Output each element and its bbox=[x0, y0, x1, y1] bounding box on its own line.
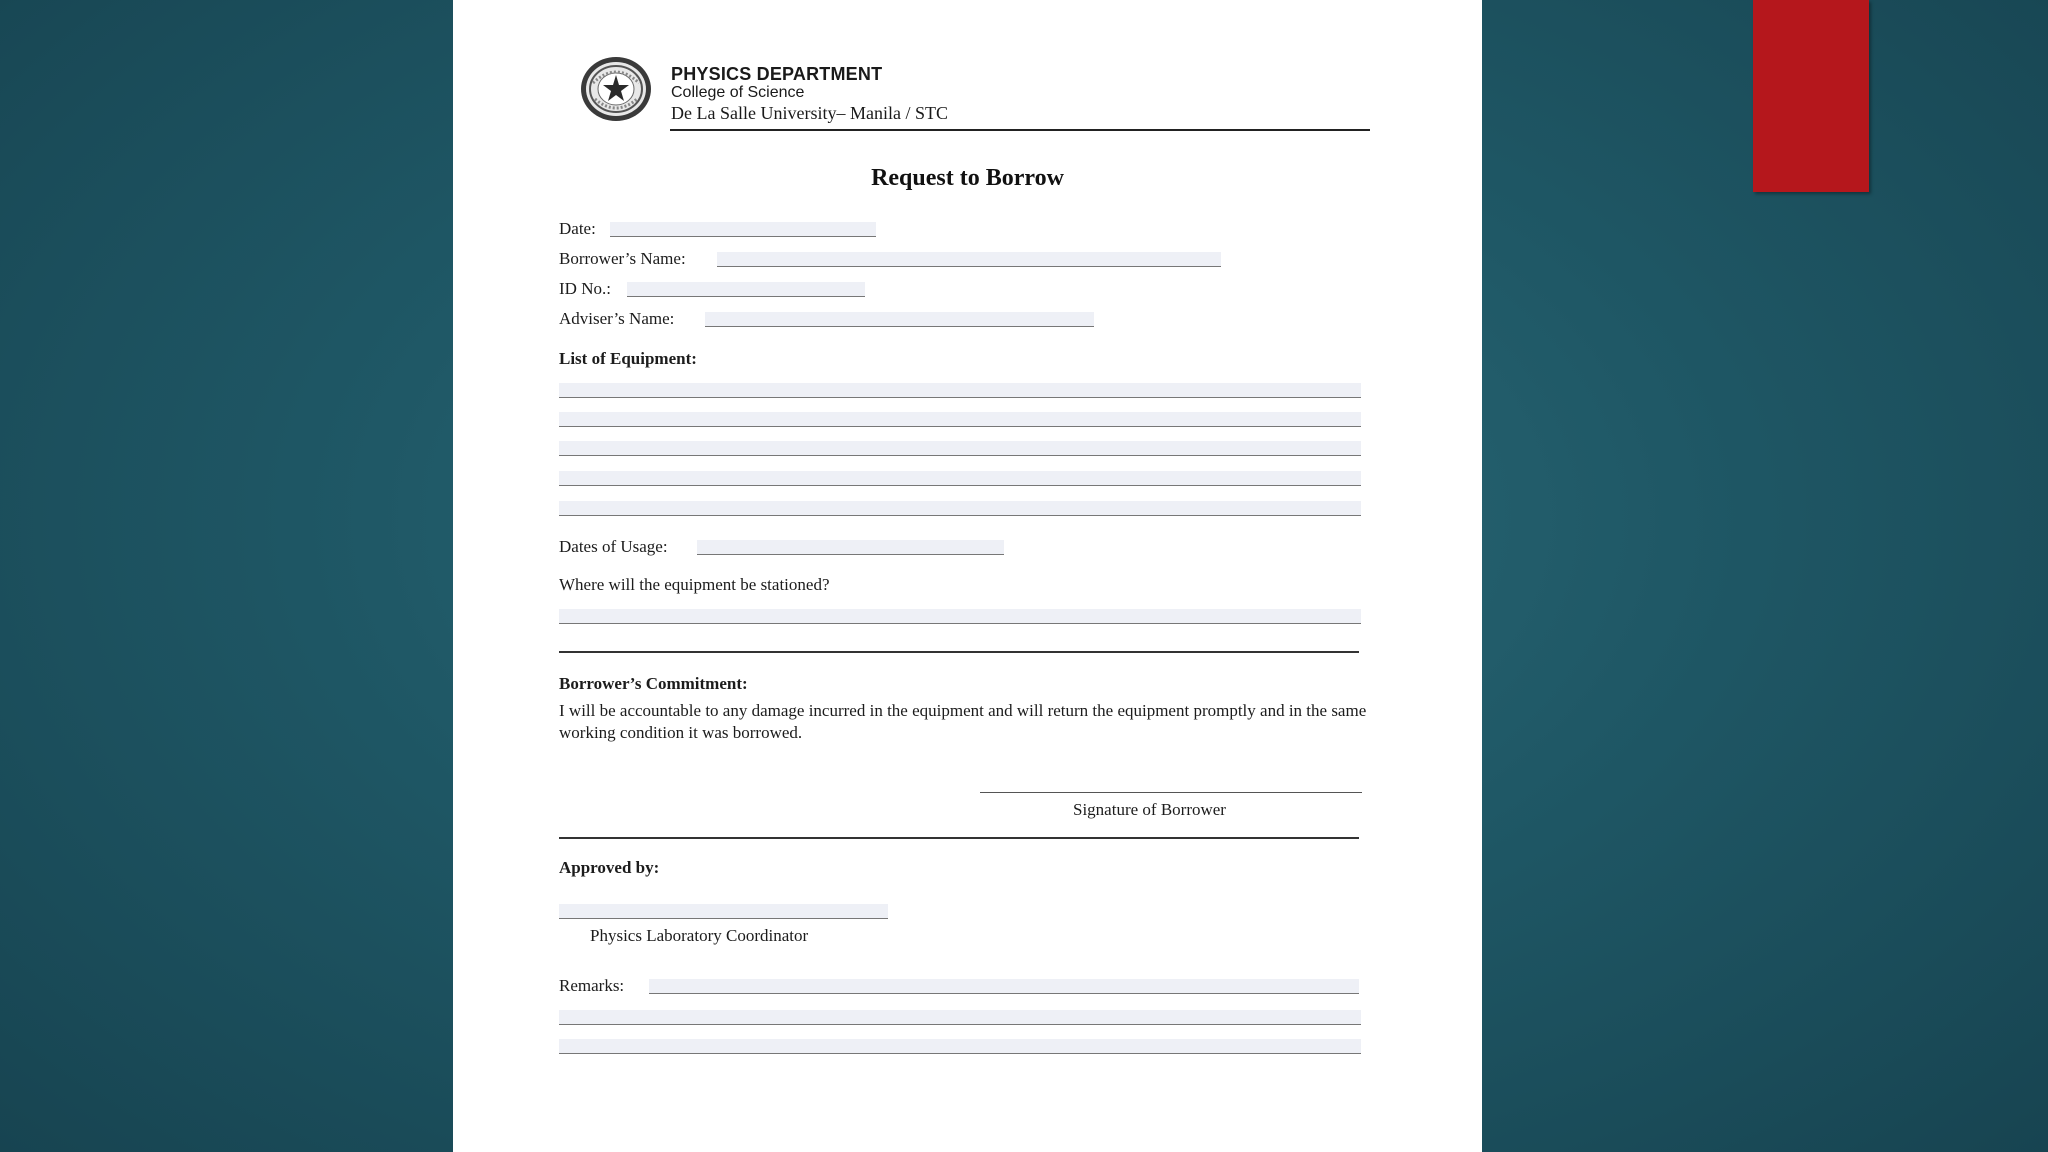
university-seal-icon bbox=[579, 55, 653, 123]
equipment-line-4[interactable] bbox=[559, 471, 1361, 486]
remarks-line-3[interactable] bbox=[559, 1039, 1361, 1054]
department-name: PHYSICS DEPARTMENT bbox=[671, 64, 883, 84]
equipment-line-2[interactable] bbox=[559, 412, 1361, 427]
commitment-heading: Borrower’s Commitment: bbox=[559, 674, 748, 693]
equipment-heading: List of Equipment: bbox=[559, 349, 697, 368]
remarks-line-1[interactable] bbox=[649, 979, 1359, 994]
coordinator-caption: Physics Laboratory Coordinator bbox=[590, 926, 809, 945]
id-no-field[interactable] bbox=[627, 282, 865, 297]
station-question: Where will the equipment be stationed? bbox=[559, 575, 830, 594]
university-name: De La Salle University– Manila / STC bbox=[671, 103, 948, 123]
document-page bbox=[453, 0, 1482, 1152]
approved-by-label: Approved by: bbox=[559, 858, 660, 877]
date-field[interactable] bbox=[610, 222, 876, 237]
accent-tab bbox=[1753, 0, 1869, 192]
signature-caption: Signature of Borrower bbox=[1073, 800, 1226, 819]
commitment-text: I will be accountable to any damage incurred in the equipment and will return the equipment promptly and in the same working condition it was borrowed. bbox=[559, 701, 1367, 742]
equipment-line-3[interactable] bbox=[559, 441, 1361, 456]
remarks-line-2[interactable] bbox=[559, 1010, 1361, 1025]
borrower-name-label: Borrower’s Name: bbox=[559, 249, 686, 268]
borrower-name-field[interactable] bbox=[717, 252, 1221, 267]
remarks-label: Remarks: bbox=[559, 976, 625, 995]
dates-of-usage-label: Dates of Usage: bbox=[559, 537, 668, 556]
equipment-line-1[interactable] bbox=[559, 383, 1361, 398]
id-no-label: ID No.: bbox=[559, 279, 611, 298]
college-name: College of Science bbox=[671, 84, 805, 101]
approver-signature-field[interactable] bbox=[559, 904, 888, 919]
dates-of-usage-field[interactable] bbox=[697, 540, 1004, 555]
signature-line[interactable] bbox=[980, 792, 1362, 793]
adviser-name-field[interactable] bbox=[705, 312, 1094, 327]
station-field[interactable] bbox=[559, 609, 1361, 624]
header-divider bbox=[670, 129, 1370, 131]
section-divider-1 bbox=[559, 651, 1359, 653]
date-label: Date: bbox=[559, 219, 596, 238]
equipment-line-5[interactable] bbox=[559, 501, 1361, 516]
adviser-name-label: Adviser’s Name: bbox=[559, 309, 675, 328]
form-title: Request to Borrow bbox=[871, 165, 1064, 191]
section-divider-2 bbox=[559, 837, 1359, 839]
